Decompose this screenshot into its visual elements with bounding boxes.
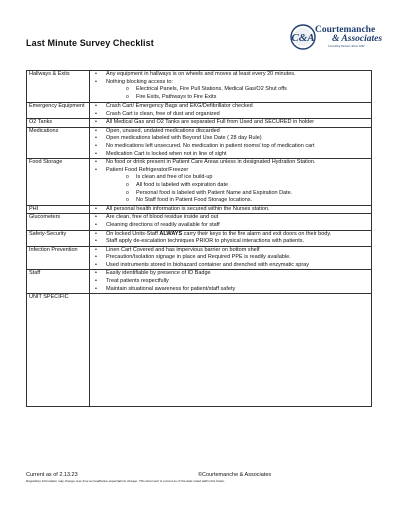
checklist-row <box>27 270 372 294</box>
checklist-row <box>27 294 372 407</box>
checklist-item-text: Open medications labeled with Beyond Use Date ( 28 day Rule) <box>106 135 262 142</box>
category-cell: Infection Prevention <box>27 246 90 270</box>
checklist-items <box>92 214 369 229</box>
checklist-items <box>92 159 369 205</box>
checklist-item-text: Cleaning directions of readily available for staff <box>106 221 220 228</box>
checklist-item-text: carry their keys to the fire alarm and exit doors on their body. <box>182 230 332 237</box>
category-cell: Medications <box>27 127 90 158</box>
checklist-item <box>92 167 369 205</box>
footer-copyright: ©Courtemanche & Associates <box>198 472 272 478</box>
category-cell: Safety-Security <box>27 230 90 246</box>
checklist-row <box>27 246 372 270</box>
checklist-item-text: On locked Units-Staff <box>106 230 160 237</box>
checklist-item <box>92 135 369 143</box>
checklist-item-text: Treat patients respectfully <box>106 278 169 285</box>
logo-tagline: Consulting Partners Since 1994 <box>328 45 365 48</box>
checklist-item <box>92 262 369 270</box>
checklist-item-text: All personal health information is secured within the Nurses station. <box>106 205 270 212</box>
checklist-item-text: Any equipment in hallways is on wheels and moves at least every 20 minutes. <box>106 71 296 77</box>
checklist-item <box>92 71 369 79</box>
checklist-item-text: Easily identifiable by presence of ID Badge <box>106 270 211 277</box>
checklist-items <box>92 128 369 158</box>
footer-disclaimer: Regulatory information may change over time as healthcare expectations change. This document is current as of the date noted within this footer. <box>26 479 225 483</box>
items-cell <box>90 246 372 270</box>
checklist-item-emphasis: ALWAYS <box>159 230 183 237</box>
checklist-subitem: o Fire Exits, Pathways to Fire Exits <box>106 94 369 102</box>
category-cell: Emergency Equipment <box>27 103 90 119</box>
checklist-item <box>92 128 369 136</box>
checklist-row <box>27 159 372 206</box>
items-cell <box>90 294 372 407</box>
category-cell: Food Storage <box>27 159 90 206</box>
checklist-subitems <box>106 86 369 101</box>
checklist-item <box>92 214 369 222</box>
items-cell <box>90 159 372 206</box>
checklist-item <box>92 254 369 262</box>
checklist-item-text: No food or drink present in Patient Care Areas unless in designated Hydration Station. <box>106 159 316 166</box>
category-cell: Glucometers <box>27 214 90 230</box>
items-cell <box>90 205 372 214</box>
items-cell <box>90 119 372 128</box>
checklist-item-text: Open, unused, undated medications discarded <box>106 127 220 134</box>
logo-monogram-text: C&A <box>291 32 315 44</box>
checklist-items <box>92 71 369 101</box>
checklist-items <box>92 103 369 118</box>
checklist-items <box>92 270 369 293</box>
items-cell <box>90 230 372 246</box>
category-cell: PHI <box>27 205 90 214</box>
checklist-item-text: Crash Cart is clean, free of dust and organized <box>106 110 220 117</box>
checklist-item <box>92 143 369 151</box>
items-cell <box>90 127 372 158</box>
checklist-item <box>92 79 369 102</box>
checklist-item-text: Medication Cart is locked when not in line of sight <box>106 150 227 157</box>
checklist-subitem: o All food is labeled with expiration date <box>106 182 369 190</box>
category-cell: UNIT SPECIFIC <box>27 294 90 407</box>
checklist-items <box>92 231 369 246</box>
logo-line-1: Courtemanche <box>315 25 376 35</box>
items-cell <box>90 214 372 230</box>
checklist-item <box>92 119 369 127</box>
checklist-row <box>27 103 372 119</box>
checklist-items <box>92 119 369 127</box>
checklist-subitem: o Electrical Panels, Fire Pull Stations, Medical Gas/O2 Shut offs <box>106 86 369 94</box>
checklist-item-text: Are clean, free of blood residue inside and out <box>106 214 219 221</box>
company-logo <box>290 22 390 52</box>
checklist-row <box>27 205 372 214</box>
items-cell <box>90 103 372 119</box>
checklist-item-text: Crash Cart/ Emergency Bags and EKG/Defibrillator checked <box>106 103 253 109</box>
checklist-subitem: o Is clean and free of ice build-up <box>106 174 369 182</box>
checklist-row <box>27 214 372 230</box>
logo-line-2: & Associates <box>332 34 383 44</box>
checklist-subitem: o No Staff food in Patient Food Storage locations. <box>106 197 369 205</box>
checklist-item-text: No medications left unsecured. No medication in patient rooms/ top of medication cart <box>106 142 315 149</box>
checklist-item <box>92 231 369 239</box>
logo-monogram-icon <box>290 24 316 50</box>
checklist-item <box>92 206 369 214</box>
checklist-item-text: Precaution/Isolation signage in place and Required PPE is readily available. <box>106 254 291 261</box>
items-cell <box>90 71 372 103</box>
checklist-row <box>27 230 372 246</box>
checklist-item <box>92 103 369 111</box>
checklist-item-text: Linen Cart Covered and has impervious barrier on bottom shelf <box>106 246 260 253</box>
checklist-subitems <box>106 174 369 204</box>
checklist-row <box>27 119 372 128</box>
checklist-item <box>92 278 369 286</box>
checklist-row <box>27 71 372 103</box>
category-cell: O2 Tanks <box>27 119 90 128</box>
category-cell: Staff <box>27 270 90 294</box>
checklist-item <box>92 222 369 230</box>
checklist-item-text: Maintain situational awareness for patient/staff safety <box>106 285 236 292</box>
checklist-item <box>92 159 369 167</box>
checklist-item <box>92 111 369 119</box>
checklist-item-text: All Medical Gas and O2 Tanks are separated Full from Used and SECURED in holder <box>106 119 315 126</box>
checklist-item <box>92 270 369 278</box>
checklist-items <box>92 247 369 270</box>
checklist-item-text: Patient Food Refrigerator/Freezer <box>106 166 189 173</box>
checklist-item <box>92 247 369 255</box>
checklist-items <box>92 206 369 214</box>
items-cell <box>90 270 372 294</box>
checklist-row <box>27 127 372 158</box>
checklist-item-text: Staff apply de-escalation techniques PRIOR to physical interactions with patients. <box>106 238 305 245</box>
footer-date: Current as of 2.13.23 <box>26 472 78 478</box>
page-title: Last Minute Survey Checklist <box>26 38 154 48</box>
checklist-table <box>26 70 372 407</box>
checklist-item <box>92 238 369 246</box>
category-cell: Hallways & Exits <box>27 71 90 103</box>
checklist-item-text: Nothing blocking access to: <box>106 78 173 85</box>
checklist-item <box>92 151 369 159</box>
checklist-subitem: o Personal food is labeled with Patient Name and Expiration Date. <box>106 190 369 198</box>
checklist-item <box>92 286 369 294</box>
checklist-item-text: Used instruments stored in biohazard container and drenched with enzymatic spray <box>106 261 309 268</box>
